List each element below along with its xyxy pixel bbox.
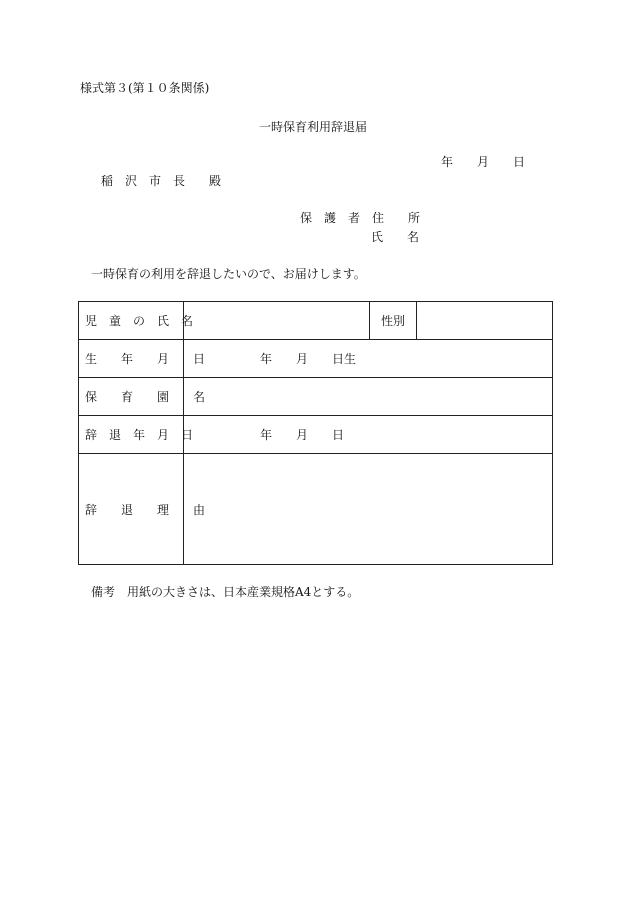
- table-row: [79, 378, 553, 416]
- form-number: 様式第３(第１０条関係): [80, 81, 210, 95]
- submission-date: 年 月 日: [441, 155, 526, 169]
- withdrawal-form-table: [78, 301, 553, 565]
- table-row: [79, 302, 553, 340]
- gender-label: 性別: [370, 302, 417, 340]
- withdrawal-reason-field[interactable]: [184, 454, 553, 565]
- table-row: [79, 340, 553, 378]
- nursery-name-label: 保 育 園 名: [79, 378, 184, 416]
- table-row: [79, 416, 553, 454]
- addressee: 稲 沢 市 長 殿: [101, 174, 222, 188]
- birth-date-label: 生 年 月 日: [79, 340, 184, 378]
- gender-field[interactable]: [417, 302, 553, 340]
- table-row: [79, 454, 553, 565]
- child-name-label: 児 童 の 氏 名: [79, 302, 184, 340]
- guardian-name-label: 氏 名: [371, 230, 420, 244]
- withdrawal-date-label: 辞 退 年 月 日: [79, 416, 184, 454]
- withdrawal-reason-label: 辞 退 理 由: [79, 454, 184, 565]
- intro-text: 一時保育の利用を辞退したいので、お届けします。: [91, 267, 366, 281]
- guardian-address-label: 保 護 者 住 所: [300, 211, 421, 225]
- withdrawal-date-field[interactable]: 年 月 日: [184, 416, 553, 454]
- footnote: 備考 用紙の大きさは、日本産業規格A4とする。: [91, 585, 360, 599]
- nursery-name-field[interactable]: [184, 378, 553, 416]
- form-title: 一時保育利用辞退届: [259, 120, 368, 134]
- child-name-field[interactable]: [184, 302, 370, 340]
- birth-date-field[interactable]: 年 月 日生: [184, 340, 553, 378]
